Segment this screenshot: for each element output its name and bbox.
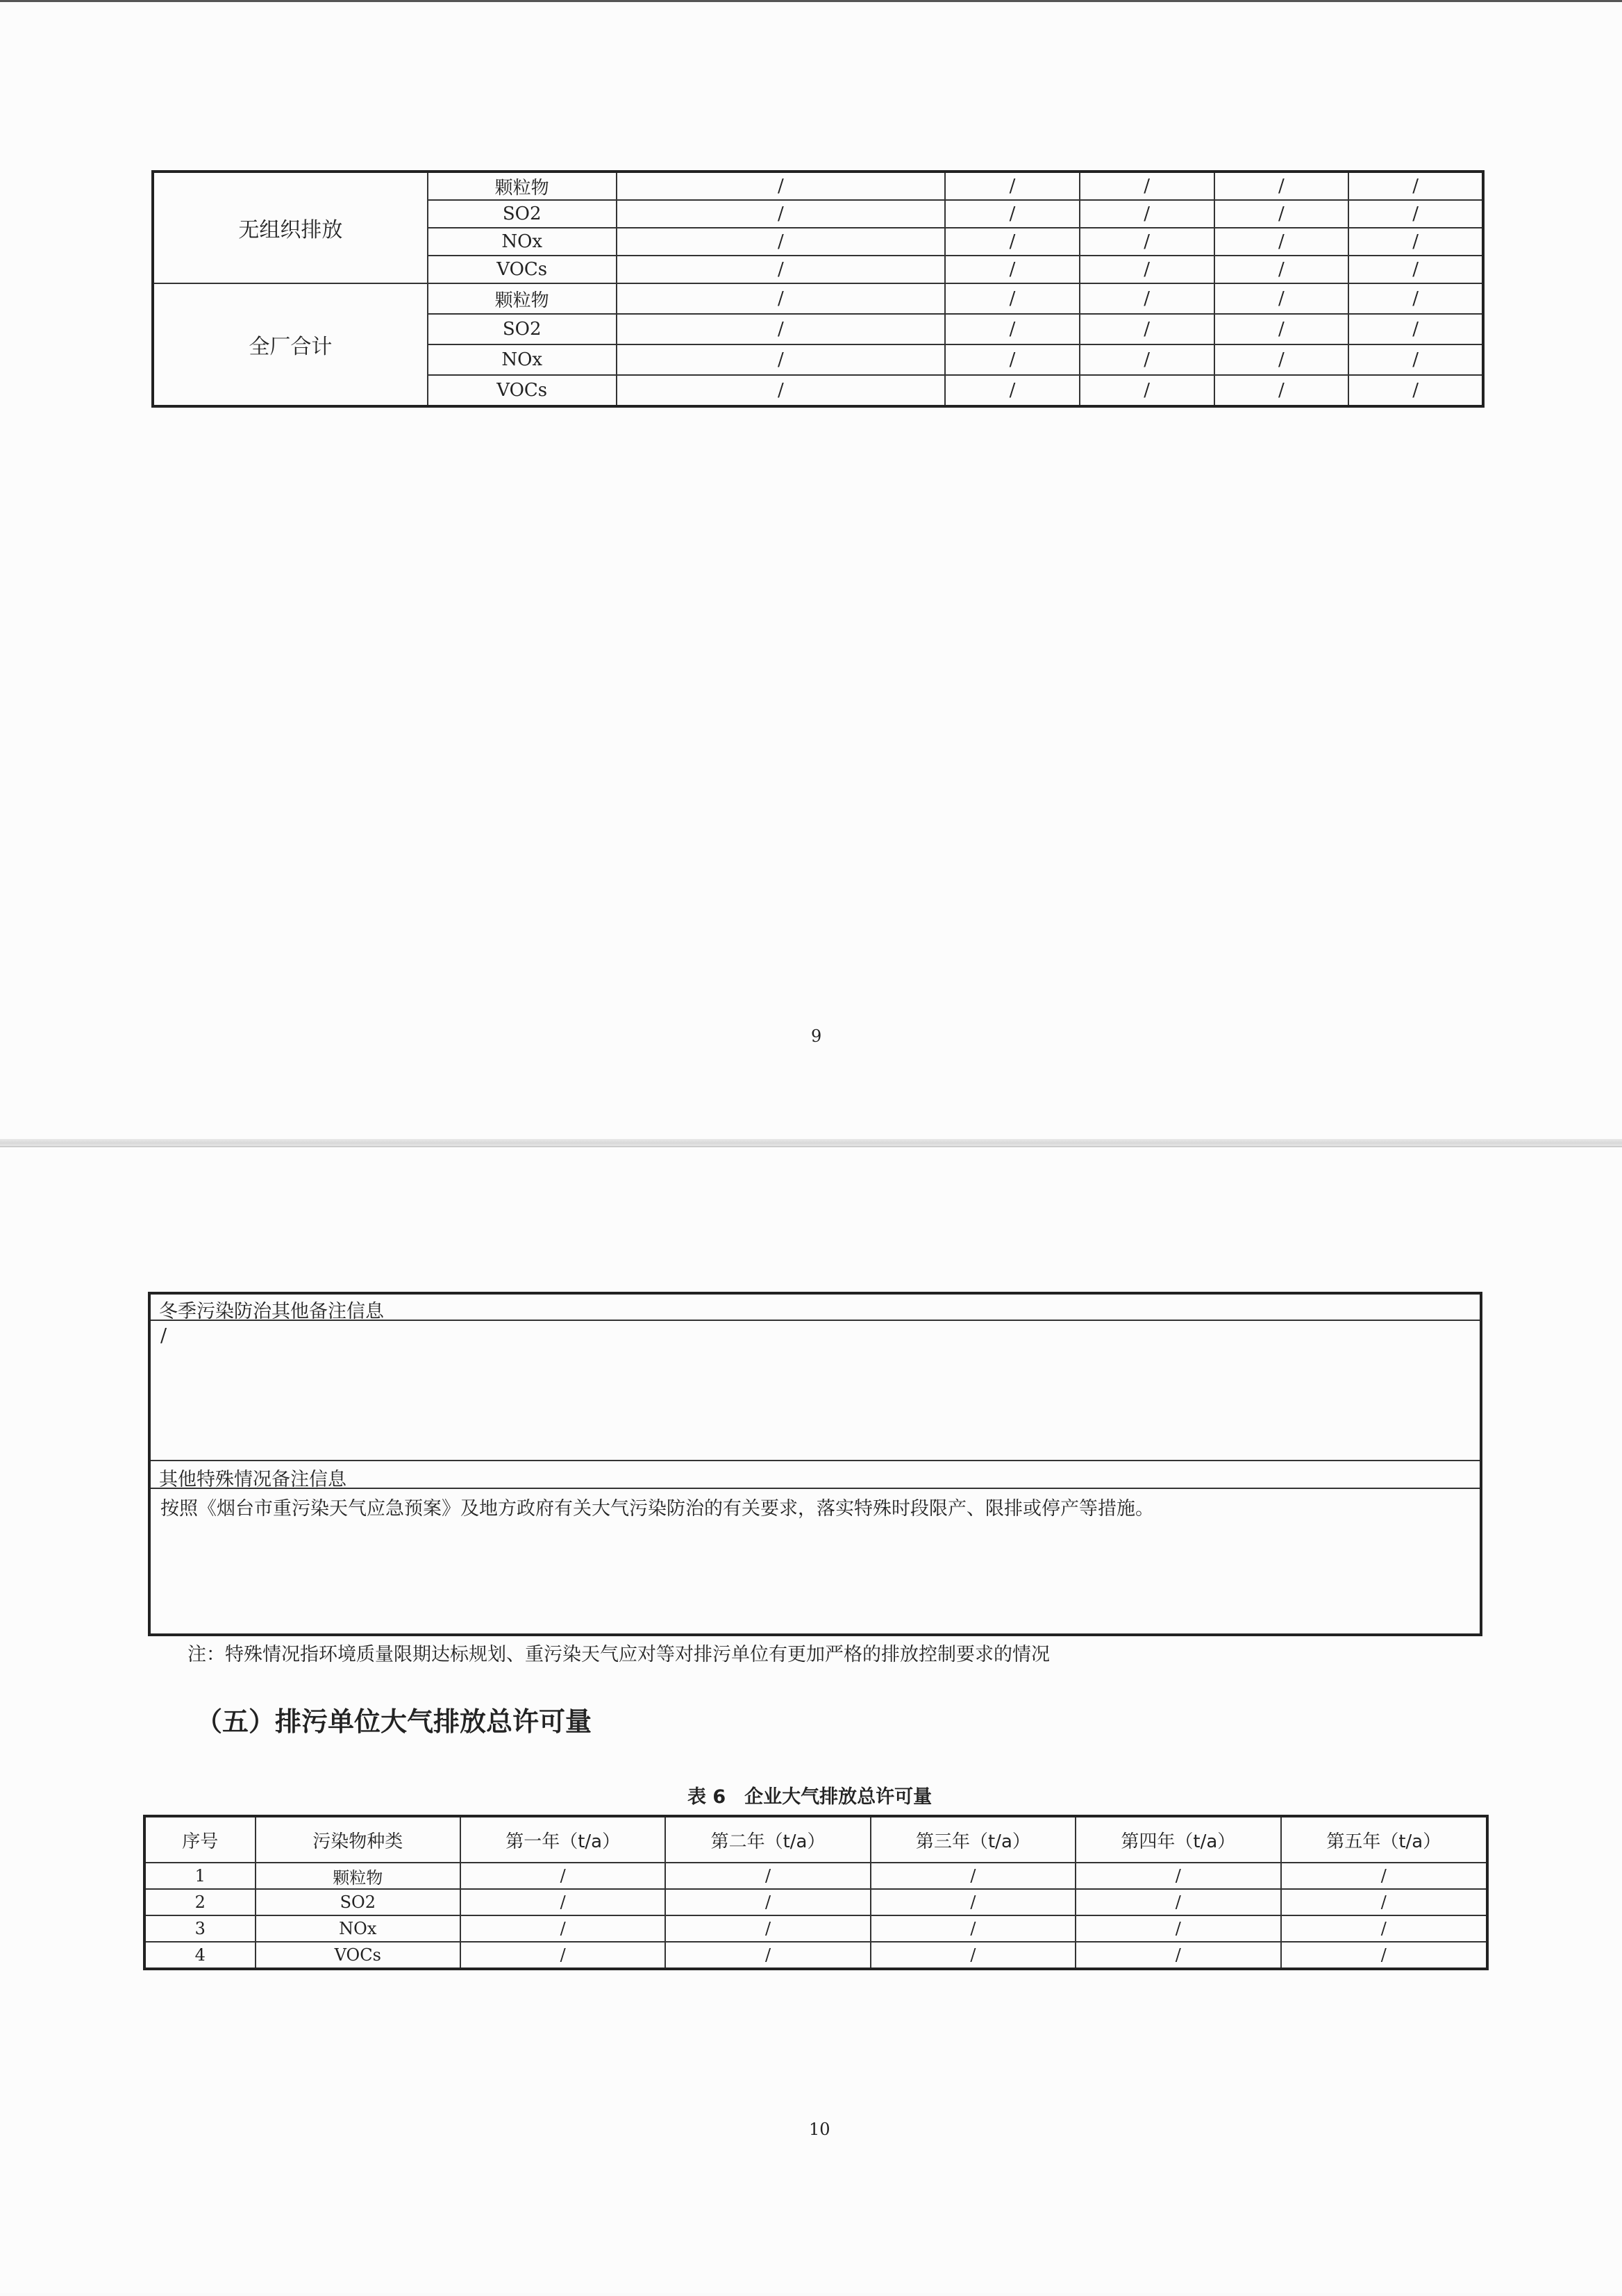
- value-cell: /: [1348, 200, 1483, 228]
- value-cell: /: [1080, 283, 1214, 314]
- pollutant-cell: SO2: [256, 1889, 460, 1915]
- value-cell: /: [617, 314, 946, 344]
- value-cell: /: [945, 200, 1080, 228]
- value-cell: /: [1080, 314, 1214, 344]
- page-number: 9: [811, 1026, 822, 1046]
- group-name-cell: 无组织排放: [153, 172, 428, 283]
- value-cell: /: [1080, 375, 1214, 406]
- total-permit-table: [143, 1815, 1489, 1970]
- value-cell: /: [460, 1942, 665, 1969]
- pollutant-cell: 颗粒物: [256, 1863, 460, 1889]
- winter-notes-heading: 冬季污染防治其他备注信息: [151, 1295, 1480, 1321]
- value-cell: /: [1281, 1863, 1487, 1889]
- value-cell: /: [1281, 1915, 1487, 1942]
- value-cell: /: [1348, 172, 1483, 200]
- table-row: [153, 172, 1483, 200]
- row-number-cell: 2: [144, 1889, 256, 1915]
- pollutant-cell: VOCs: [428, 256, 617, 283]
- value-cell: /: [617, 256, 946, 283]
- value-cell: /: [945, 314, 1080, 344]
- value-cell: /: [617, 172, 946, 200]
- column-header: 第四年（t/a）: [1076, 1816, 1280, 1863]
- pollutant-cell: NOx: [428, 228, 617, 256]
- pollutant-cell: 颗粒物: [428, 172, 617, 200]
- value-cell: /: [460, 1863, 665, 1889]
- value-cell: /: [1080, 228, 1214, 256]
- value-cell: /: [1214, 314, 1349, 344]
- section-heading: （五）排污单位大气排放总许可量: [196, 1706, 592, 1737]
- value-cell: /: [617, 228, 946, 256]
- value-cell: /: [665, 1942, 870, 1969]
- value-cell: /: [460, 1889, 665, 1915]
- value-cell: /: [945, 375, 1080, 406]
- column-header: 污染物种类: [256, 1816, 460, 1863]
- value-cell: /: [945, 172, 1080, 200]
- winter-notes-body: /: [151, 1322, 1480, 1461]
- pollutant-cell: 颗粒物: [428, 283, 617, 314]
- table-row: [144, 1889, 1487, 1915]
- table-row: [144, 1915, 1487, 1942]
- notes-box: [148, 1292, 1482, 1636]
- row-number-cell: 1: [144, 1863, 256, 1889]
- table-row: [153, 283, 1483, 314]
- row-number-cell: 3: [144, 1915, 256, 1942]
- table-row: [144, 1942, 1487, 1969]
- footnote: 注：特殊情况指环境质量限期达标规划、重污染天气应对等对排污单位有更加严格的排放控制要求的情况: [187, 1644, 1050, 1665]
- value-cell: /: [1214, 228, 1349, 256]
- value-cell: /: [871, 1889, 1076, 1915]
- value-cell: /: [1076, 1942, 1280, 1969]
- value-cell: /: [945, 256, 1080, 283]
- value-cell: /: [1348, 375, 1483, 406]
- column-header: 第三年（t/a）: [871, 1816, 1076, 1863]
- value-cell: /: [1080, 256, 1214, 283]
- value-cell: /: [1214, 256, 1349, 283]
- value-cell: /: [1348, 228, 1483, 256]
- value-cell: /: [1281, 1942, 1487, 1969]
- column-header: 第二年（t/a）: [665, 1816, 870, 1863]
- value-cell: /: [1080, 172, 1214, 200]
- value-cell: /: [1214, 375, 1349, 406]
- value-cell: /: [945, 228, 1080, 256]
- value-cell: /: [1281, 1889, 1487, 1915]
- value-cell: /: [1348, 256, 1483, 283]
- group-name-cell: 全厂合计: [153, 283, 428, 406]
- value-cell: /: [665, 1889, 870, 1915]
- row-number-cell: 4: [144, 1942, 256, 1969]
- value-cell: /: [1076, 1915, 1280, 1942]
- value-cell: /: [1348, 344, 1483, 375]
- value-cell: /: [871, 1863, 1076, 1889]
- value-cell: /: [1214, 172, 1349, 200]
- value-cell: /: [1214, 344, 1349, 375]
- column-header: 第五年（t/a）: [1281, 1816, 1487, 1863]
- value-cell: /: [1080, 344, 1214, 375]
- table-row: [144, 1863, 1487, 1889]
- value-cell: /: [871, 1915, 1076, 1942]
- value-cell: /: [1348, 314, 1483, 344]
- column-header: 序号: [144, 1816, 256, 1863]
- table-caption: 表 6 企业大气排放总许可量: [687, 1786, 933, 1808]
- value-cell: /: [665, 1863, 870, 1889]
- page-number: 10: [809, 2120, 830, 2139]
- table-header-row: [144, 1816, 1487, 1863]
- value-cell: /: [617, 375, 946, 406]
- value-cell: /: [945, 283, 1080, 314]
- value-cell: /: [1214, 200, 1349, 228]
- column-header: 第一年（t/a）: [460, 1816, 665, 1863]
- value-cell: /: [1348, 283, 1483, 314]
- value-cell: /: [1214, 283, 1349, 314]
- pollutant-cell: SO2: [428, 200, 617, 228]
- value-cell: /: [1076, 1889, 1280, 1915]
- value-cell: /: [665, 1915, 870, 1942]
- value-cell: /: [1076, 1863, 1280, 1889]
- emission-limit-table: [151, 170, 1485, 408]
- special-notes-body: 按照《烟台市重污染天气应急预案》及地方政府有关大气污染防治的有关要求，落实特殊时段限产、限排或停产等措施。: [160, 1498, 1154, 1520]
- pollutant-cell: SO2: [428, 314, 617, 344]
- value-cell: /: [871, 1942, 1076, 1969]
- value-cell: /: [617, 344, 946, 375]
- value-cell: /: [460, 1915, 665, 1942]
- value-cell: /: [945, 344, 1080, 375]
- pollutant-cell: VOCs: [428, 375, 617, 406]
- pollutant-cell: VOCs: [256, 1942, 460, 1969]
- special-notes-heading: 其他特殊情况备注信息: [151, 1463, 1480, 1489]
- value-cell: /: [617, 200, 946, 228]
- pollutant-cell: NOx: [256, 1915, 460, 1942]
- value-cell: /: [1080, 200, 1214, 228]
- value-cell: /: [617, 283, 946, 314]
- pollutant-cell: NOx: [428, 344, 617, 375]
